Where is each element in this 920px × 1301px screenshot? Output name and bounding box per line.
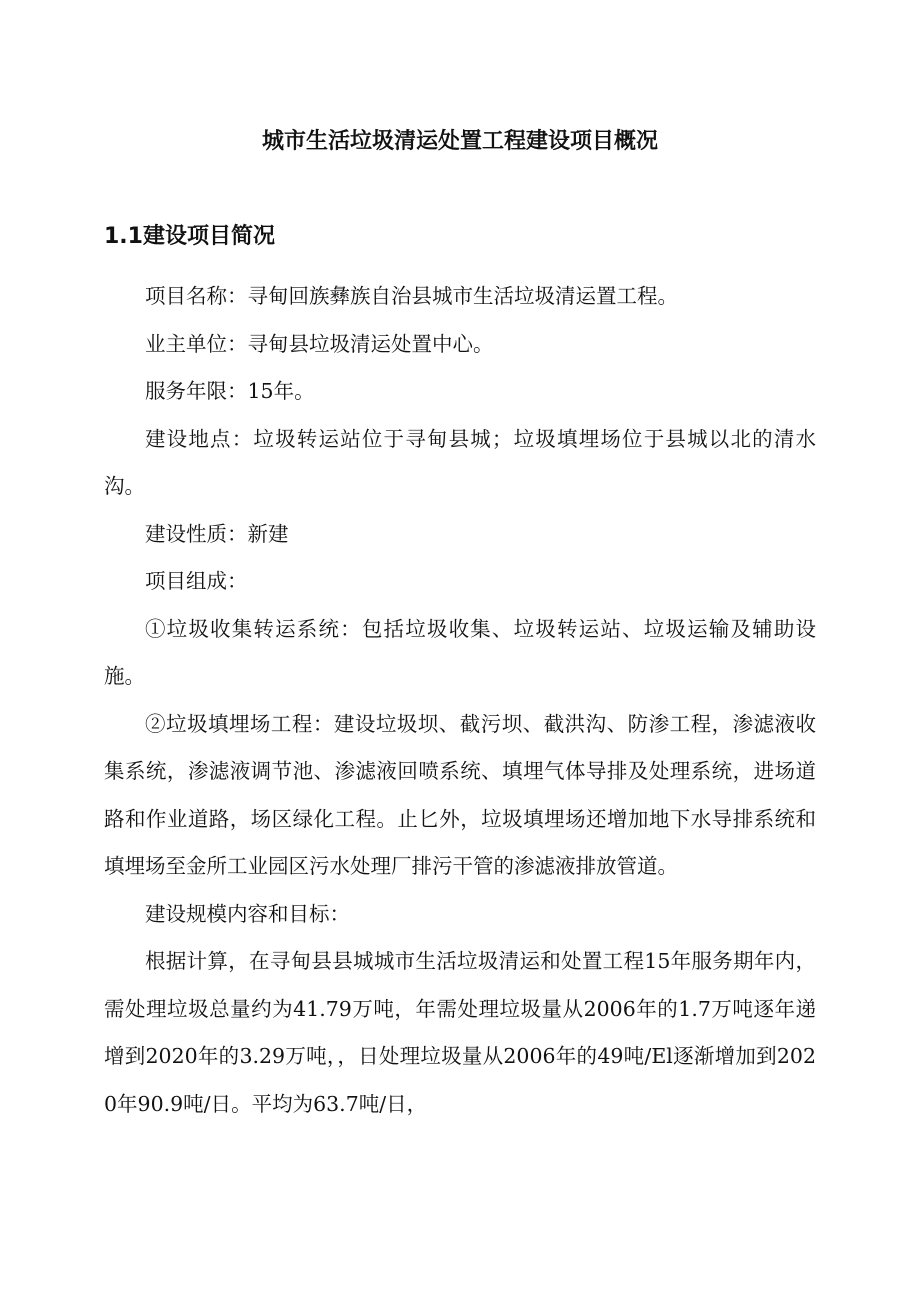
paragraph-service-period: 服务年限：15年。: [145, 379, 315, 403]
document-title: 城市生活垃圾清运处置工程建设项目概况: [261, 129, 658, 154]
paragraph-composition-heading: 项目组成：: [145, 569, 248, 593]
paragraph-nature: 建设性质：新建: [145, 521, 289, 546]
paragraph-scale-heading: 建设规模内容和目标：: [145, 901, 350, 926]
paragraph-landfill-project: ②垃圾填埋场工程：建设垃圾坝、截污坝、截洪沟、防渗工程，渗滤液收集系统，渗滤液调节池、渗滤液回喷系统、填埋气体导排及处理系统，进场道路和作业道路，场区绿化工程。止匕外，垃圾填埋场还增加地下水导排系统和填埋场至金所工业园区污水处理厂排污干管的渗滤液排放管道。: [104, 711, 816, 878]
paragraph-project-name: 项目名称：寻甸回族彝族自治县城市生活垃圾清运置工程。: [145, 284, 678, 308]
body-text: [104, 273, 816, 1128]
paragraph-location: 建设地点：垃圾转运站位于寻甸县城；垃圾填埋场位于县城以北的清水沟。: [104, 426, 816, 498]
paragraph-owner-unit: 业主单位：寻甸县垃圾清运处置中心。: [145, 331, 494, 356]
section-heading: 1.1建设项目简况: [104, 224, 275, 249]
paragraph-calculation: 根据计算，在寻甸县县城城市生活垃圾清运和处置工程15年服务期年内，需处理垃圾总量约为41.79万吨，年需处理垃圾量从2006年的1.7万吨逐年递增到2020年的3.29万吨，，日处理垃圾量从2006年的49吨/El逐渐增加到2020年90.9吨/日。平均为63.7吨/日，: [104, 949, 816, 1116]
paragraph-collection-system: ①垃圾收集转运系统：包括垃圾收集、垃圾转运站、垃圾运输及辅助设施。: [104, 616, 816, 688]
